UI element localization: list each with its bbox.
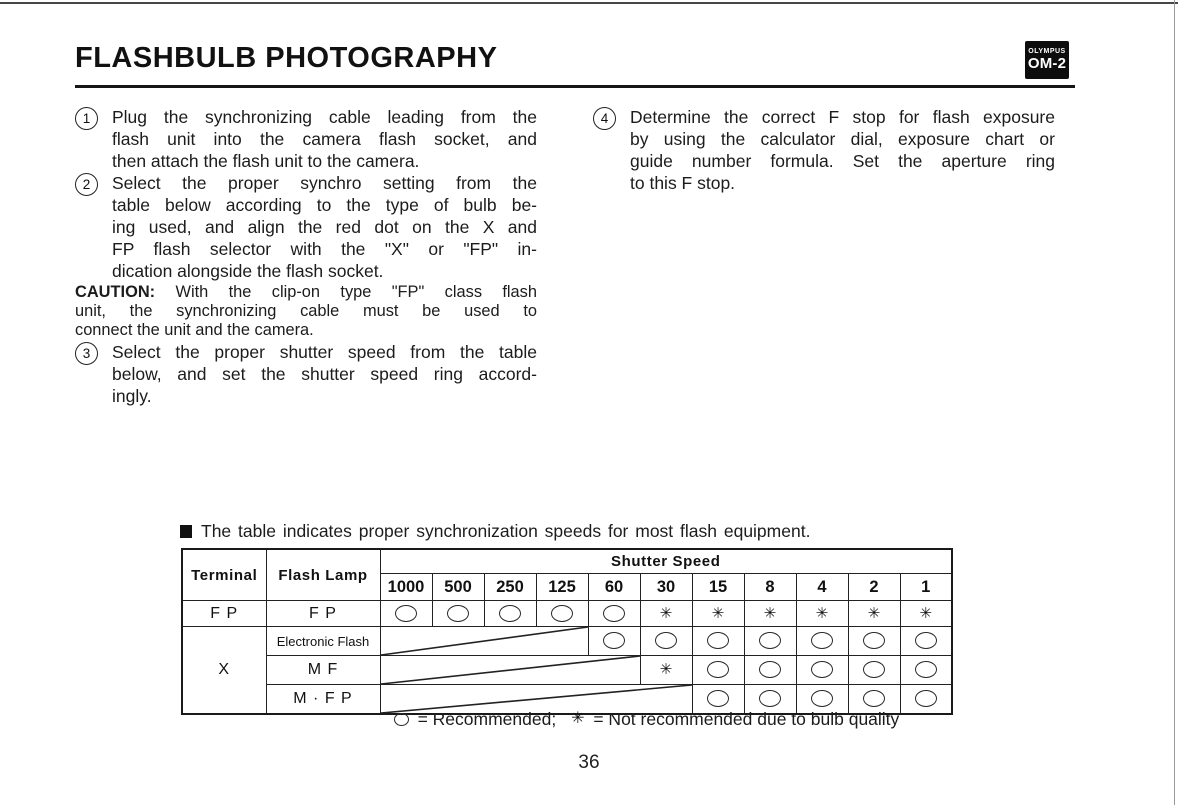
right-column xyxy=(593,106,1055,194)
recommended-cell xyxy=(536,601,588,627)
circle-symbol xyxy=(915,632,937,649)
circle-symbol xyxy=(394,713,409,726)
circle-symbol xyxy=(863,690,885,707)
header-speed-125: 125 xyxy=(536,574,588,601)
text-line: connect the unit and the camera. xyxy=(75,321,314,339)
item-text-1 xyxy=(112,106,537,172)
circle-symbol xyxy=(447,605,469,622)
item-number-4: 4 xyxy=(593,107,616,130)
item-number-2: 2 xyxy=(75,173,98,196)
text-line: Select the proper synchro setting from the xyxy=(112,173,537,193)
header-speed-60: 60 xyxy=(588,574,640,601)
table-legend xyxy=(259,708,1034,730)
header-speed-4: 4 xyxy=(796,574,848,601)
recommended-cell xyxy=(484,601,536,627)
title-rule xyxy=(75,85,1075,88)
circle-symbol xyxy=(603,605,625,622)
text-line: Select the proper shutter speed from the table xyxy=(112,342,537,362)
recommended-cell xyxy=(900,656,952,685)
legend-recommended-text: = Recommended; xyxy=(417,708,557,729)
circle-symbol xyxy=(603,632,625,649)
olympus-om2-logo xyxy=(1025,41,1069,79)
caution-paragraph xyxy=(75,283,537,340)
circle-symbol xyxy=(759,690,781,707)
text-line: FP flash selector with the "X" or "FP" in- xyxy=(112,239,537,259)
circle-symbol xyxy=(759,632,781,649)
instruction-item-3 xyxy=(75,341,537,407)
table-row xyxy=(182,627,952,656)
header-speed-15: 15 xyxy=(692,574,744,601)
recommended-cell xyxy=(692,656,744,685)
scan-edge-right xyxy=(1174,0,1175,805)
header-speed-30: 30 xyxy=(640,574,692,601)
not-recommended-cell xyxy=(848,601,900,627)
star-symbol: ✳ xyxy=(919,604,933,622)
not-recommended-cell xyxy=(640,656,692,685)
circle-symbol xyxy=(863,661,885,678)
table-head xyxy=(182,549,952,601)
circle-symbol xyxy=(863,632,885,649)
scan-edge-top xyxy=(0,2,1178,4)
circle-symbol xyxy=(655,632,677,649)
text-line: flash unit into the camera flash socket, and xyxy=(112,129,537,149)
text-line: then attach the flash unit to the camera. xyxy=(112,151,420,171)
item-number-3: 3 xyxy=(75,342,98,365)
text-line: by using the calculator dial, exposure chart or xyxy=(630,129,1055,149)
header-flash-lamp: Flash Lamp xyxy=(266,549,380,601)
recommended-cell xyxy=(640,627,692,656)
table-note-text: The table indicates proper synchronization speeds for most flash equipment. xyxy=(201,521,811,541)
text-line: dication alongside the flash socket. xyxy=(112,261,384,281)
circle-symbol xyxy=(707,690,729,707)
item-text-3 xyxy=(112,341,537,407)
star-symbol: ✳ xyxy=(867,604,881,622)
table-row xyxy=(182,601,952,627)
circle-symbol xyxy=(707,661,729,678)
page-title: FLASHBULB PHOTOGRAPHY xyxy=(75,42,498,74)
recommended-cell xyxy=(796,656,848,685)
legend-not-recommended-text: = Not recommended due to bulb quality xyxy=(593,708,900,729)
table-note xyxy=(180,521,960,542)
logo-model-text: OM-2 xyxy=(1027,55,1067,72)
star-symbol: ✳ xyxy=(763,604,777,622)
item-text-2 xyxy=(112,172,537,282)
circle-symbol xyxy=(811,661,833,678)
circle-symbol xyxy=(915,690,937,707)
circle-symbol xyxy=(759,661,781,678)
star-symbol: ✳ xyxy=(711,604,725,622)
header-speed-1000: 1000 xyxy=(380,574,432,601)
recommended-cell xyxy=(588,601,640,627)
flash-lamp-cell: M · F P xyxy=(266,685,380,715)
text-line: to this F stop. xyxy=(630,173,736,193)
page-number: 36 xyxy=(578,752,600,773)
recommended-cell xyxy=(380,601,432,627)
recommended-cell xyxy=(848,656,900,685)
circle-symbol xyxy=(395,605,417,622)
recommended-cell xyxy=(848,627,900,656)
recommended-cell xyxy=(744,656,796,685)
flash-lamp-cell: Electronic Flash xyxy=(266,627,380,656)
diagonal-slash-icon xyxy=(381,627,588,655)
text-line: below, and set the shutter speed ring accord- xyxy=(112,364,537,384)
instruction-item-4 xyxy=(593,106,1055,194)
recommended-cell xyxy=(588,627,640,656)
text-line: Determine the correct F stop for flash exposure xyxy=(630,107,1055,127)
circle-symbol xyxy=(811,690,833,707)
not-recommended-cell xyxy=(744,601,796,627)
circle-symbol xyxy=(811,632,833,649)
star-symbol: ✳ xyxy=(815,604,829,622)
not-available-slash-cell xyxy=(380,656,640,685)
circle-symbol xyxy=(707,632,729,649)
star-symbol: ✳ xyxy=(659,604,673,622)
text-line: guide number formula. Set the aperture ring xyxy=(630,151,1055,171)
sync-speed-table xyxy=(181,548,953,715)
diagonal-slash-icon xyxy=(381,656,640,684)
instruction-item-1 xyxy=(75,106,537,172)
recommended-cell xyxy=(432,601,484,627)
not-recommended-cell xyxy=(900,601,952,627)
circle-symbol xyxy=(915,661,937,678)
not-recommended-cell xyxy=(640,601,692,627)
header-speed-8: 8 xyxy=(744,574,796,601)
header-speed-2: 2 xyxy=(848,574,900,601)
table-row xyxy=(182,656,952,685)
recommended-cell xyxy=(796,627,848,656)
star-symbol: ✳ xyxy=(659,661,673,678)
logo-brand-text: OLYMPUS xyxy=(1028,48,1066,55)
flash-lamp-cell: M F xyxy=(266,656,380,685)
header-speed-500: 500 xyxy=(432,574,484,601)
not-recommended-cell xyxy=(692,601,744,627)
text-line: Plug the synchronizing cable leading from the xyxy=(112,107,537,127)
table-body xyxy=(182,601,952,715)
not-recommended-cell xyxy=(796,601,848,627)
text-line: unit, the synchronizing cable must be used to xyxy=(75,302,537,320)
recommended-cell xyxy=(900,627,952,656)
header-speed-250: 250 xyxy=(484,574,536,601)
instruction-item-2 xyxy=(75,172,537,282)
square-bullet-icon xyxy=(180,525,192,538)
text-line: ingly. xyxy=(112,386,152,406)
not-available-slash-cell xyxy=(380,627,588,656)
text-line: table below according to the type of bulb be- xyxy=(112,195,537,215)
header-row-1 xyxy=(182,549,952,574)
recommended-cell xyxy=(692,627,744,656)
text-line: ing used, and align the red dot on the X and xyxy=(112,217,537,237)
left-column xyxy=(75,106,537,407)
text-line: CAUTION: With the clip-on type "FP" class flash xyxy=(75,283,537,301)
header-shutter-speed: Shutter Speed xyxy=(380,549,952,574)
item-number-1: 1 xyxy=(75,107,98,130)
item-text-4 xyxy=(630,106,1055,194)
flash-lamp-cell: F P xyxy=(266,601,380,627)
terminal-cell: X xyxy=(182,627,266,715)
circle-symbol xyxy=(499,605,521,622)
header-speed-1: 1 xyxy=(900,574,952,601)
star-symbol: ✳ xyxy=(571,710,585,728)
circle-symbol xyxy=(551,605,573,622)
sync-table xyxy=(181,548,953,715)
recommended-cell xyxy=(744,627,796,656)
terminal-cell: F P xyxy=(182,601,266,627)
header-terminal: Terminal xyxy=(182,549,266,601)
